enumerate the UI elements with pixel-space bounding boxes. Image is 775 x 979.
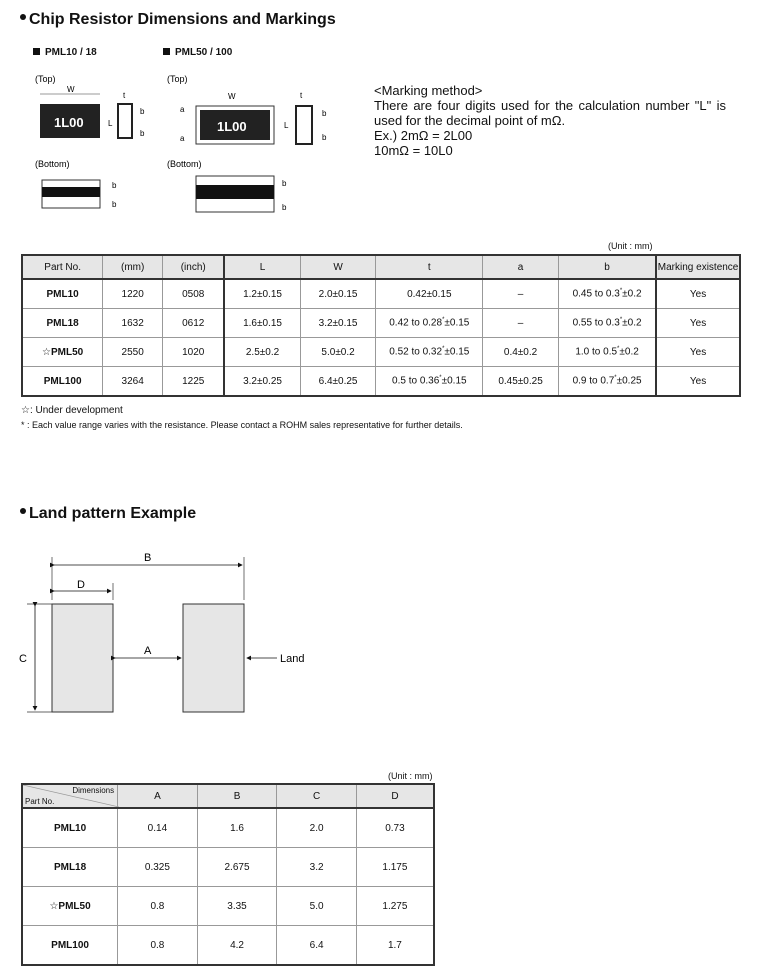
cell-a: 0.4±0.2 [483,338,559,367]
cell-a: – [483,309,559,338]
cell-inch: 0508 [163,279,225,309]
table-row [22,887,434,926]
cell-mm: 2550 [103,338,163,367]
cell-b-main: 0.9 to 0.7 [572,375,615,387]
cell-part: ☆PML50 [22,338,103,367]
cell-w: 6.4±0.25 [300,367,376,397]
th-d: D [356,784,434,808]
cell-w: 5.0±0.2 [300,338,376,367]
cell-t [376,338,483,367]
land-pattern-diagram [15,545,345,720]
th-corner [22,784,118,808]
th-part-no: Part No. [22,255,103,279]
cell-w: 3.2±0.15 [300,309,376,338]
cell-a: 0.45±0.25 [483,367,559,397]
cell-b [558,367,656,397]
chip-drawings [20,68,360,218]
table1-header-row [22,255,740,279]
corner-bottom-label: Part No. [25,797,55,806]
cell-part: PML18 [22,848,118,887]
cell-t-tail: ±0.15 [441,375,467,387]
th-c: C [277,784,357,808]
label-d: D [77,579,85,591]
square-bullet-icon [163,48,170,55]
marking-method [374,83,726,158]
cell-b-main: 0.55 to 0.3 [572,317,620,329]
b-label-a4: b [112,200,117,209]
cell-t-main: 0.52 to 0.32 [389,346,443,358]
cell-a: 0.325 [118,848,198,887]
cell-part: PML10 [22,279,103,309]
cell-b-tail: ±0.2 [622,317,642,329]
asterisk: * [619,288,623,295]
cell-t-main: 0.42±0.15 [407,288,452,300]
asterisk: * [442,317,445,324]
table-row [22,279,740,309]
table-row [22,338,740,367]
cell-part: PML100 [22,367,103,397]
section-title-dimensions [20,11,336,29]
t-label-b: t [300,91,303,100]
cell-marking: Yes [656,309,740,338]
cell-d: 1.275 [356,887,434,926]
t-label-a: t [123,91,126,100]
cell-b-tail: ±0.2 [622,288,642,300]
top-label-b: (Top) [167,74,188,84]
chip-marking-b: 1L00 [217,119,247,134]
chip-marking-a: 1L00 [54,115,84,130]
variant-label-b [163,47,232,58]
cell-b-main: 1.0 to 0.5 [575,346,618,358]
note-resistance: * : Each value range varies with the resistance. Please contact a ROHM sales representative for further details. [21,420,463,430]
cell-d: 1.7 [356,926,434,966]
top-label-a: (Top) [35,74,56,84]
b-label-a2: b [140,129,145,138]
a-label-b1: a [180,105,185,114]
cell-d: 1.175 [356,848,434,887]
cell-marking: Yes [656,338,740,367]
cell-a: – [483,279,559,309]
cell-c: 3.2 [277,848,357,887]
cell-inch: 1225 [163,367,225,397]
square-bullet-icon [33,48,40,55]
cell-b: 2.675 [197,848,277,887]
cell-b-tail: ±0.25 [616,375,642,387]
variant-a-text: PML10 / 18 [45,47,97,58]
variant-b-text: PML50 / 100 [175,47,233,58]
cell-mm: 3264 [103,367,163,397]
cell-l: 3.2±0.25 [224,367,300,397]
variant-label-a [33,47,97,58]
label-a: A [144,645,152,657]
b-label-b1: b [322,109,327,118]
corner-top-label: Dimensions [72,786,115,795]
note-under-development: ☆: Under development [21,405,123,416]
th-l: L [224,255,300,279]
l-label-b: L [284,121,289,130]
table-row [22,926,434,966]
cell-c: 6.4 [277,926,357,966]
cell-l: 2.5±0.2 [224,338,300,367]
cell-t-tail: ±0.15 [444,317,470,329]
table1-unit: (Unit : mm) [608,241,653,251]
cell-b [558,309,656,338]
label-land: Land [280,653,305,665]
bottom-label-b: (Bottom) [167,159,202,169]
asterisk: * [439,375,442,382]
th-b: B [197,784,277,808]
w-label-b: W [228,92,236,101]
th-b: b [558,255,656,279]
b-label-a3: b [112,181,117,190]
cell-t [376,309,483,338]
cell-mm: 1632 [103,309,163,338]
land-pattern-table [21,783,435,966]
marking-line3: 10mΩ = 10L0 [374,143,453,158]
asterisk: * [619,317,623,324]
cell-a: 0.8 [118,926,198,966]
l-label-a: L [108,119,113,128]
section-title-land-pattern [20,505,196,523]
cell-b [558,279,656,309]
cell-b: 1.6 [197,808,277,848]
w-label-a: W [67,85,75,94]
table-row [22,309,740,338]
cell-t [376,367,483,397]
marking-line2: Ex.) 2mΩ = 2L00 [374,128,473,143]
marking-line1: There are four digits used for the calculation number "L" is used for the decimal point of mΩ. [374,98,726,128]
cell-l: 1.6±0.15 [224,309,300,338]
b-label-a1: b [140,107,145,116]
th-marking: Marking existence [656,255,740,279]
cell-part: ☆PML50 [22,887,118,926]
cell-t-tail: ±0.15 [444,346,470,358]
b-label-b2: b [322,133,327,142]
cell-b: 4.2 [197,926,277,966]
cell-part: PML10 [22,808,118,848]
th-mm: (mm) [103,255,163,279]
land-left [52,604,113,712]
cell-c: 5.0 [277,887,357,926]
cell-b [558,338,656,367]
th-w: W [300,255,376,279]
cell-l: 1.2±0.15 [224,279,300,309]
cell-t-main: 0.5 to 0.36 [392,375,440,387]
cell-b-main: 0.45 to 0.3 [572,288,620,300]
cell-marking: Yes [656,367,740,397]
section-title-text: Land pattern Example [29,505,197,522]
chip-bottom-band-b [196,185,274,199]
a-label-b2: a [180,134,185,143]
cell-mm: 1220 [103,279,163,309]
asterisk: * [617,346,620,353]
cell-a: 0.14 [118,808,198,848]
land-right [183,604,244,712]
cell-part: PML18 [22,309,103,338]
cell-w: 2.0±0.15 [300,279,376,309]
section-title-text: Chip Resistor Dimensions and Markings [29,11,336,28]
chip-bottom-band-a [42,187,100,197]
bottom-label-a: (Bottom) [35,159,70,169]
cell-t [376,279,483,309]
bullet-icon [20,14,26,20]
b-label-b4: b [282,203,287,212]
cell-part: PML100 [22,926,118,966]
cell-inch: 0612 [163,309,225,338]
marking-heading: <Marking method> [374,83,483,98]
b-label-b3: b [282,179,287,188]
cell-inch: 1020 [163,338,225,367]
table2-header-row [22,784,434,808]
th-a: a [483,255,559,279]
cell-b: 3.35 [197,887,277,926]
cell-a: 0.8 [118,887,198,926]
th-a: A [118,784,198,808]
label-c: C [19,653,27,665]
cell-d: 0.73 [356,808,434,848]
table-row [22,808,434,848]
asterisk: * [614,375,617,382]
cell-marking: Yes [656,279,740,309]
cell-c: 2.0 [277,808,357,848]
th-t: t [376,255,483,279]
table2-unit: (Unit : mm) [388,771,433,781]
asterisk: * [442,346,445,353]
table-row [22,367,740,397]
dimensions-table [21,254,741,397]
chip-side-a [118,104,132,138]
cell-b-tail: ±0.2 [619,346,639,358]
bullet-icon [20,508,26,514]
chip-side-b [296,106,312,144]
table-row [22,848,434,887]
cell-t-main: 0.42 to 0.28 [389,317,443,329]
label-b: B [144,552,152,564]
th-inch: (inch) [163,255,225,279]
